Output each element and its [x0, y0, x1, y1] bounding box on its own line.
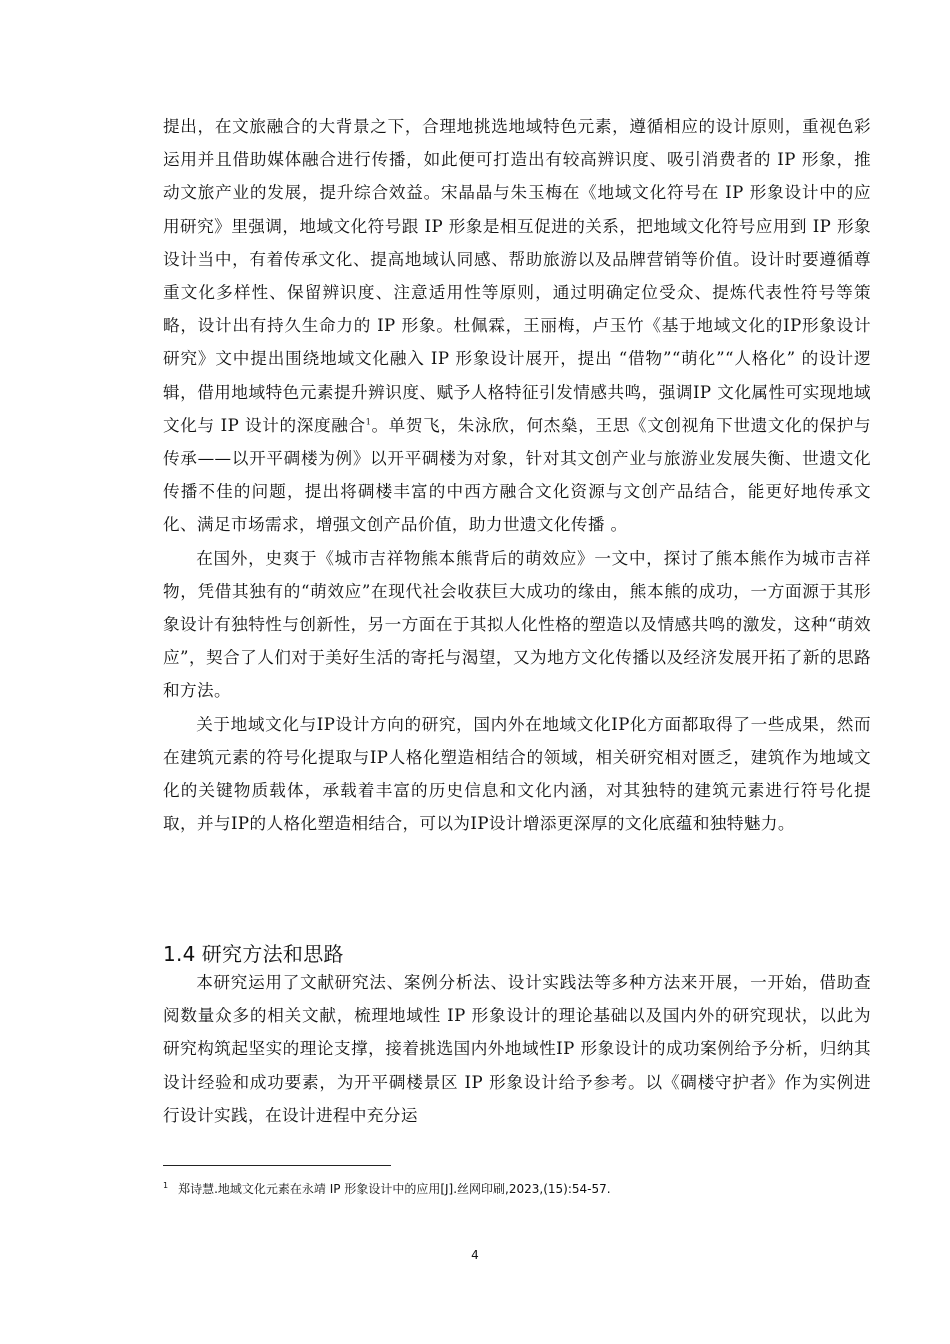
body-text-bottom [163, 966, 871, 1132]
paragraph-text: 。单贺飞，朱泳欣，何杰燊，王思《文创视角下世遗文化的保护与传承——以开平碉楼为例》以开平碉楼为对象，针对其文创产业与旅游业发展失衡、世遗文化传播不佳的问题，提出将碉楼丰富的中西方融合文化资源与文创产品结合，能更好地传承文化、满足市场需求，增强文创产品价值，助力世遗文化传播 。 [163, 415, 871, 535]
paragraph-text: 提出，在文旅融合的大背景之下，合理地挑选地域特色元素，遵循相应的设计原则，重视色彩运用并且借助媒体融合进行传播，如此便可打造出有较高辨识度、吸引消费者的 IP 形象，推动文旅产业的发展，提升综合效益。宋晶晶与朱玉梅在《地域文化符号在 IP 形象设计中的应用研究》里强调，地域文化符号跟 IP 形象是相互促进的关系，把地域文化符号应用到 IP 形象设计当中，有着传承文化、提高地域认同感、帮助旅游以及品牌营销等价值。设计时要遵循尊重文化多样性、保留辨识度、注意适用性等原则，通过明确定位受众、提炼代表性符号等策略，设计出有持久生命力的 IP 形象。杜佩霖，王丽梅，卢玉竹《基于地域文化的IP形象设计研究》文中提出围绕地域文化融入 IP 形象设计展开，提出 “借物”“萌化”“人格化” 的设计逻辑，借用地域特色元素提升辨识度、赋予人格特征引发情感共鸣，强调IP 文化属性可实现地域文化与 IP 设计的深度融合 [163, 117, 871, 435]
section-heading [163, 938, 344, 967]
section-number: 1.4 [163, 942, 196, 966]
paragraph-foreign-research: 在国外，史爽于《城市吉祥物熊本熊背后的萌效应》一文中，探讨了熊本熊作为城市吉祥物，凭借其独有的“萌效应”在现代社会收获巨大成功的缘由，熊本熊的成功，一方面源于其形象设计有独特性与创新性，另一方面在于其拟人化性格的塑造以及情感共鸣的激发，这种“萌效应”，契合了人们对于美好生活的寄托与渴望，又为地方文化传播以及经济发展开拓了新的思路和方法。 [163, 548, 871, 701]
footnote-text: 郑诗慧.地域文化元素在永靖 IP 形象设计中的应用[J].丝网印刷,2023,(15):54-57. [178, 1182, 611, 1196]
footnote [163, 1180, 611, 1197]
body-text-top [163, 110, 871, 840]
paragraph-research-gap: 关于地域文化与IP设计方向的研究，国内外在地域文化IP化方面都取得了一些成果，然而在建筑元素的符号化提取与IP人格化塑造相结合的领域，相关研究相对匮乏，建筑作为地域文化的关键物质载体，承载着丰富的历史信息和文化内涵，对其独特的建筑元素进行符号化提取，并与IP的人格化塑造相结合，可以为IP设计增添更深厚的文化底蕴和独特魅力。 [163, 714, 871, 834]
footnote-reference[interactable]: 1 [365, 417, 372, 427]
page-number: 4 [471, 1248, 479, 1262]
footnote-separator [163, 1165, 391, 1166]
section-title: 研究方法和思路 [201, 942, 344, 966]
paragraph-continued [163, 110, 871, 542]
footnote-number: 1 [163, 1181, 169, 1190]
paragraph-methods: 本研究运用了文献研究法、案例分析法、设计实践法等多种方法来开展，一开始，借助查阅数量众多的相关文献，梳理地域性 IP 形象设计的理论基础以及国内外的研究现状，以此为研究构筑起坚实的理论支撑，接着挑选国内外地域性IP 形象设计的成功案例给予分析，归纳其设计经验和成功要素，为开平碉楼景区 IP 形象设计给予参考。以《碉楼守护者》作为实例进行设计实践，在设计进程中充分运 [163, 973, 871, 1125]
